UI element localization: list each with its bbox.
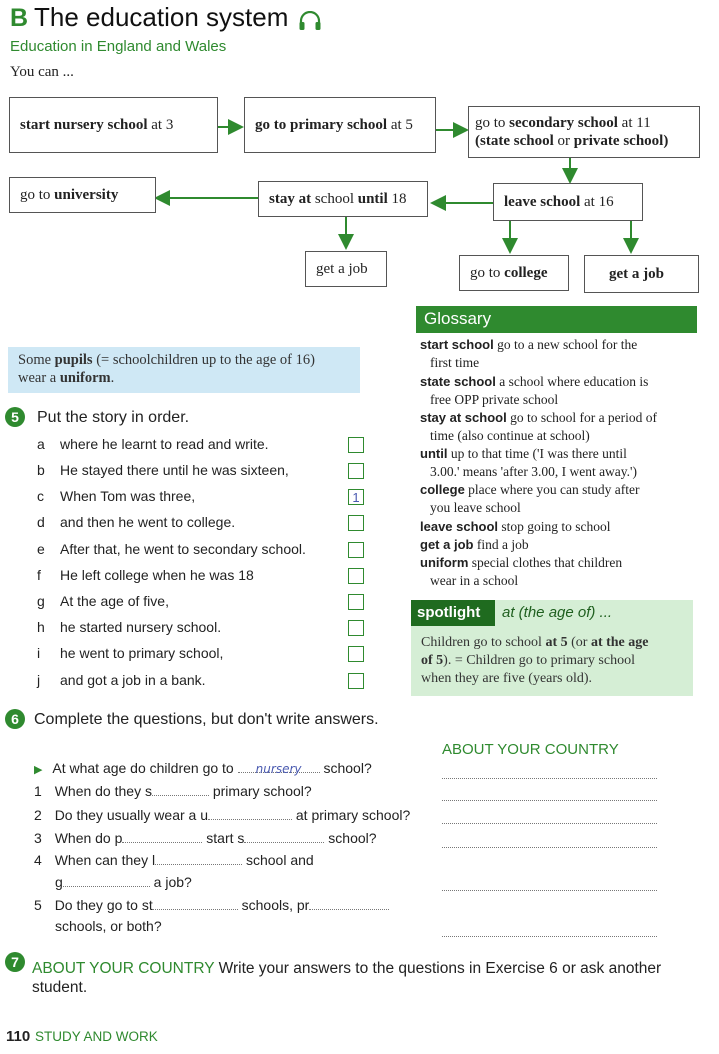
item-text: He left college when he was 18	[60, 567, 254, 583]
flow-box-university: go to university	[9, 177, 156, 213]
answer-box[interactable]	[348, 463, 364, 479]
answer-box[interactable]	[348, 515, 364, 531]
headphones-icon[interactable]	[298, 11, 322, 31]
glossary-entry: state school a school where education is free OPP private school	[420, 374, 649, 407]
answer-box[interactable]	[348, 437, 364, 453]
fill-blank[interactable]	[244, 830, 324, 843]
glossary-entry: get a job find a job	[420, 537, 529, 552]
answer-line[interactable]	[442, 800, 657, 801]
item-letter: j	[37, 672, 41, 688]
play-arrow-icon: ▶	[34, 764, 43, 776]
item-text: At the age of five,	[60, 593, 169, 609]
answer-line[interactable]	[442, 778, 657, 779]
flow-box-primary: go to primary school at 5	[244, 97, 436, 153]
page-number: 110	[6, 1028, 31, 1045]
item-text: When Tom was three,	[60, 488, 196, 504]
item-text: and then he went to college.	[60, 514, 236, 530]
item-letter: g	[37, 593, 45, 609]
item-letter: c	[37, 488, 44, 504]
answer-box[interactable]	[348, 542, 364, 558]
item-text: and got a job in a bank.	[60, 672, 206, 688]
section-title: The education system	[34, 2, 289, 32]
glossary-entry: leave school stop going to school	[420, 519, 611, 534]
flow-box-leave-school: leave school at 16	[493, 183, 643, 221]
answer-line[interactable]	[442, 890, 657, 891]
fill-blank[interactable]	[122, 830, 202, 843]
answer-box[interactable]	[348, 646, 364, 662]
exercise-6-heading: Complete the questions, but don't write answers.	[34, 711, 379, 728]
glossary-entry: start school go to a new school for the first time	[420, 337, 638, 370]
glossary-entry: college place where you can study after you leave school	[420, 482, 640, 515]
answer-box[interactable]	[348, 673, 364, 689]
item-letter: i	[37, 645, 41, 661]
item-letter: f	[37, 567, 41, 583]
glossary-heading: Glossary	[416, 306, 697, 333]
question-3: 3 When do p start s school?	[34, 830, 377, 846]
answer-box[interactable]: 1	[348, 489, 364, 505]
page-section-label: STUDY AND WORK	[35, 1029, 158, 1044]
example-question: ▶ At what age do children go to nursery school?	[34, 760, 372, 776]
flow-box-get-job-2: get a job	[584, 255, 699, 293]
fill-blank[interactable]	[63, 874, 150, 887]
question-5: 5 Do they go to st schools, pr	[34, 897, 389, 913]
fill-blank[interactable]	[152, 783, 209, 796]
intro-text: You can ...	[10, 64, 74, 80]
glossary-entry: until up to that time ('I was there until 3.00.' means 'after 3.00, I went away.')	[420, 446, 637, 479]
answer-line[interactable]	[442, 847, 657, 848]
glossary-entry: stay at school go to school for a period of time (also continue at school)	[420, 410, 658, 443]
spotlight-body: Children go to school at 5 (or at the age of 5). = Children go to primary school when they are five (years old).	[421, 635, 649, 686]
pupils-note: Some pupils (= schoolchildren up to the age of 16) wear a uniform.	[8, 347, 360, 393]
exercise-6-number: 6	[5, 709, 25, 729]
about-your-country-label: ABOUT YOUR COUNTRY	[442, 741, 619, 758]
item-letter: d	[37, 514, 45, 530]
spotlight-tag: spotlight	[411, 600, 495, 626]
question-4: 4 When can they l school and	[34, 852, 314, 868]
answer-box[interactable]	[348, 620, 364, 636]
item-text: where he learnt to read and write.	[60, 436, 269, 452]
exercise-7-number: 7	[5, 952, 25, 972]
subtitle: Education in England and Wales	[10, 38, 227, 55]
item-text: After that, he went to secondary school.	[60, 541, 306, 557]
answer-box[interactable]	[348, 594, 364, 610]
item-letter: e	[37, 541, 45, 557]
item-letter: h	[37, 619, 45, 635]
flow-box-start-nursery: start nursery school at 3	[9, 97, 218, 153]
question-2: 2 Do they usually wear a u at primary school?	[34, 807, 411, 823]
item-letter: b	[37, 462, 45, 478]
glossary-entry: uniform special clothes that children wear in a school	[420, 555, 623, 588]
item-text: He stayed there until he was sixteen,	[60, 462, 289, 478]
fill-blank[interactable]	[309, 897, 389, 910]
fill-blank[interactable]	[155, 852, 242, 865]
fill-blank[interactable]	[153, 897, 238, 910]
fill-blank[interactable]	[208, 807, 292, 820]
answer-box[interactable]	[348, 568, 364, 584]
spotlight-title: at (the age of) ...	[502, 604, 613, 621]
item-text: he went to primary school,	[60, 645, 224, 661]
question-5-cont: schools, or both?	[55, 918, 162, 934]
answer-line[interactable]	[442, 936, 657, 937]
exercise-5-number: 5	[5, 407, 25, 427]
section-letter: B	[10, 4, 29, 32]
flow-box-get-job-1: get a job	[305, 251, 387, 287]
answer-line[interactable]	[442, 823, 657, 824]
exercise-5-heading: Put the story in order.	[37, 409, 190, 426]
flow-box-stay-at-school: stay at school until 18	[258, 181, 428, 217]
exercise-7-text: ABOUT YOUR COUNTRY Write your answers to the questions in Exercise 6 or ask another student.	[32, 960, 662, 996]
flow-box-secondary: go to secondary school at 11 (state school or private school)	[468, 106, 700, 158]
question-1: 1 When do they s primary school?	[34, 783, 312, 799]
question-4-cont: g a job?	[55, 874, 192, 890]
item-text: he started nursery school.	[60, 619, 222, 635]
item-letter: a	[37, 436, 45, 452]
flow-box-college: go to college	[459, 255, 569, 291]
